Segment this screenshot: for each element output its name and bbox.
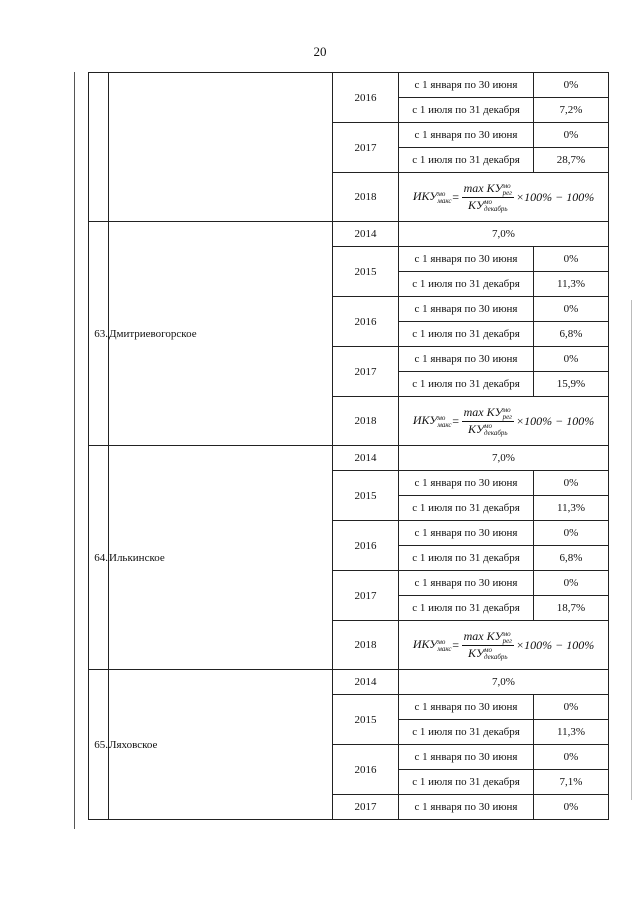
formula-lhs-base: ИКУ	[412, 637, 438, 652]
table-row	[89, 670, 609, 695]
municipality-name: Илькинское	[109, 446, 333, 670]
formula-lhs-sup: мо	[437, 637, 446, 646]
year-cell: 2016	[333, 521, 399, 571]
year-cell: 2015	[333, 471, 399, 521]
formula-num-scripts	[503, 407, 512, 421]
period-cell: с 1 января по 30 июня	[399, 695, 534, 720]
index-value: 11,3%	[534, 720, 609, 745]
period-cell: с 1 июля по 31 декабря	[399, 98, 534, 123]
year-cell: 2018	[333, 173, 399, 222]
formula-den-base: KУ	[467, 645, 485, 660]
scan-edge	[631, 300, 632, 800]
index-value: 0%	[534, 795, 609, 820]
index-value: 11,3%	[534, 496, 609, 521]
formula-den-base: KУ	[467, 421, 485, 436]
period-cell: с 1 июля по 31 декабря	[399, 720, 534, 745]
index-value: 0%	[534, 521, 609, 546]
formula-lhs-sub: макс	[437, 420, 452, 429]
municipality-name: Ляховское	[109, 670, 333, 820]
index-value: 0%	[534, 571, 609, 596]
year-cell: 2017	[333, 795, 399, 820]
formula-equals: =	[451, 189, 460, 204]
formula-lhs-base: ИКУ	[412, 413, 438, 428]
margin-line	[74, 72, 75, 829]
formula-cell	[399, 173, 609, 222]
page-number: 20	[313, 44, 327, 59]
formula-denominator	[466, 646, 510, 661]
formula-numerator	[462, 405, 514, 421]
index-value: 0%	[534, 745, 609, 770]
formula-num-sub: рег	[502, 412, 512, 421]
formula-lhs-sub: макс	[437, 196, 452, 205]
index-value: 0%	[534, 695, 609, 720]
formula-lhs	[413, 413, 452, 428]
formula-den-base: KУ	[467, 197, 485, 212]
period-cell: с 1 января по 30 июня	[399, 297, 534, 322]
period-cell: с 1 января по 30 июня	[399, 521, 534, 546]
year-cell: 2017	[333, 571, 399, 621]
year-cell: 2014	[333, 670, 399, 695]
period-cell: с 1 января по 30 июня	[399, 571, 534, 596]
formula-rhs: ×100% − 100%	[516, 637, 595, 652]
formula-den-scripts	[484, 423, 508, 437]
year-cell: 2017	[333, 347, 399, 397]
formula-cell	[399, 621, 609, 670]
formula-fraction	[462, 629, 514, 661]
index-value: 0%	[534, 73, 609, 98]
period-cell: с 1 июля по 31 декабря	[399, 770, 534, 795]
year-cell: 2016	[333, 297, 399, 347]
year-cell: 2014	[333, 222, 399, 247]
formula-num-scripts	[503, 631, 512, 645]
formula-den-sub: декабрь	[484, 204, 508, 213]
formula-rhs: ×100% − 100%	[516, 413, 595, 428]
formula-den-sub: декабрь	[484, 652, 508, 661]
period-cell: с 1 января по 30 июня	[399, 745, 534, 770]
formula-lhs	[413, 637, 452, 652]
table-row	[89, 222, 609, 247]
formula-equals: =	[451, 413, 460, 428]
tariff-formula	[399, 629, 608, 661]
period-cell: с 1 января по 30 июня	[399, 471, 534, 496]
formula-den-scripts	[484, 199, 508, 213]
formula-lhs-sup: мо	[437, 413, 446, 422]
formula-num-base: max KУ	[463, 405, 503, 420]
formula-numerator	[462, 181, 514, 197]
formula-denominator	[466, 198, 510, 213]
period-cell: с 1 января по 30 июня	[399, 123, 534, 148]
index-value: 18,7%	[534, 596, 609, 621]
formula-rhs: ×100% − 100%	[516, 189, 595, 204]
formula-equals: =	[451, 637, 460, 652]
municipality-number	[89, 73, 109, 222]
formula-den-sup: мо	[484, 645, 493, 654]
year-cell: 2017	[333, 123, 399, 173]
formula-lhs-base: ИКУ	[412, 189, 438, 204]
index-value: 0%	[534, 247, 609, 272]
period-cell: с 1 июля по 31 декабря	[399, 148, 534, 173]
formula-lhs-scripts	[437, 191, 451, 205]
period-cell: с 1 июля по 31 декабря	[399, 546, 534, 571]
year-cell: 2014	[333, 446, 399, 471]
formula-num-base: max KУ	[463, 181, 503, 196]
formula-num-base: max KУ	[463, 629, 503, 644]
period-cell: с 1 января по 30 июня	[399, 247, 534, 272]
period-cell: с 1 июля по 31 декабря	[399, 596, 534, 621]
formula-num-sub: рег	[502, 188, 512, 197]
year-cell: 2015	[333, 247, 399, 297]
period-cell: с 1 января по 30 июня	[399, 795, 534, 820]
table-row	[89, 73, 609, 98]
formula-den-sup: мо	[484, 197, 493, 206]
year-cell: 2016	[333, 745, 399, 795]
index-value: 7,1%	[534, 770, 609, 795]
formula-den-scripts	[484, 647, 508, 661]
year-cell: 2018	[333, 397, 399, 446]
annual-index-value: 7,0%	[399, 222, 609, 247]
formula-numerator	[462, 629, 514, 645]
index-value: 11,3%	[534, 272, 609, 297]
index-value: 15,9%	[534, 372, 609, 397]
municipality-number: 65.	[89, 670, 109, 820]
formula-denominator	[466, 422, 510, 437]
formula-fraction	[462, 405, 514, 437]
formula-lhs-sup: мо	[437, 189, 446, 198]
formula-num-sup: мо	[502, 629, 511, 638]
period-cell: с 1 июля по 31 декабря	[399, 496, 534, 521]
tariff-table	[88, 72, 609, 820]
index-value: 0%	[534, 471, 609, 496]
municipality-number: 63.	[89, 222, 109, 446]
year-cell: 2018	[333, 621, 399, 670]
year-cell: 2016	[333, 73, 399, 123]
formula-num-sup: мо	[502, 405, 511, 414]
formula-lhs-sub: макс	[437, 644, 452, 653]
tariff-formula	[399, 405, 608, 437]
formula-lhs-scripts	[437, 415, 451, 429]
period-cell: с 1 июля по 31 декабря	[399, 372, 534, 397]
period-cell: с 1 июля по 31 декабря	[399, 322, 534, 347]
annual-index-value: 7,0%	[399, 670, 609, 695]
index-value: 0%	[534, 347, 609, 372]
annual-index-value: 7,0%	[399, 446, 609, 471]
index-value: 0%	[534, 297, 609, 322]
table-row	[89, 446, 609, 471]
formula-den-sub: декабрь	[484, 428, 508, 437]
municipality-name	[109, 73, 333, 222]
period-cell: с 1 января по 30 июня	[399, 73, 534, 98]
formula-fraction	[462, 181, 514, 213]
formula-num-scripts	[503, 183, 512, 197]
year-cell: 2015	[333, 695, 399, 745]
formula-num-sup: мо	[502, 181, 511, 190]
formula-num-sub: рег	[502, 636, 512, 645]
index-value: 6,8%	[534, 322, 609, 347]
index-value: 0%	[534, 123, 609, 148]
index-value: 6,8%	[534, 546, 609, 571]
formula-cell	[399, 397, 609, 446]
municipality-name: Дмитриевогорское	[109, 222, 333, 446]
tariff-formula	[399, 181, 608, 213]
formula-lhs-scripts	[437, 639, 451, 653]
formula-lhs	[413, 189, 452, 204]
formula-den-sup: мо	[484, 421, 493, 430]
municipality-number: 64.	[89, 446, 109, 670]
period-cell: с 1 июля по 31 декабря	[399, 272, 534, 297]
index-value: 7,2%	[534, 98, 609, 123]
period-cell: с 1 января по 30 июня	[399, 347, 534, 372]
index-value: 28,7%	[534, 148, 609, 173]
